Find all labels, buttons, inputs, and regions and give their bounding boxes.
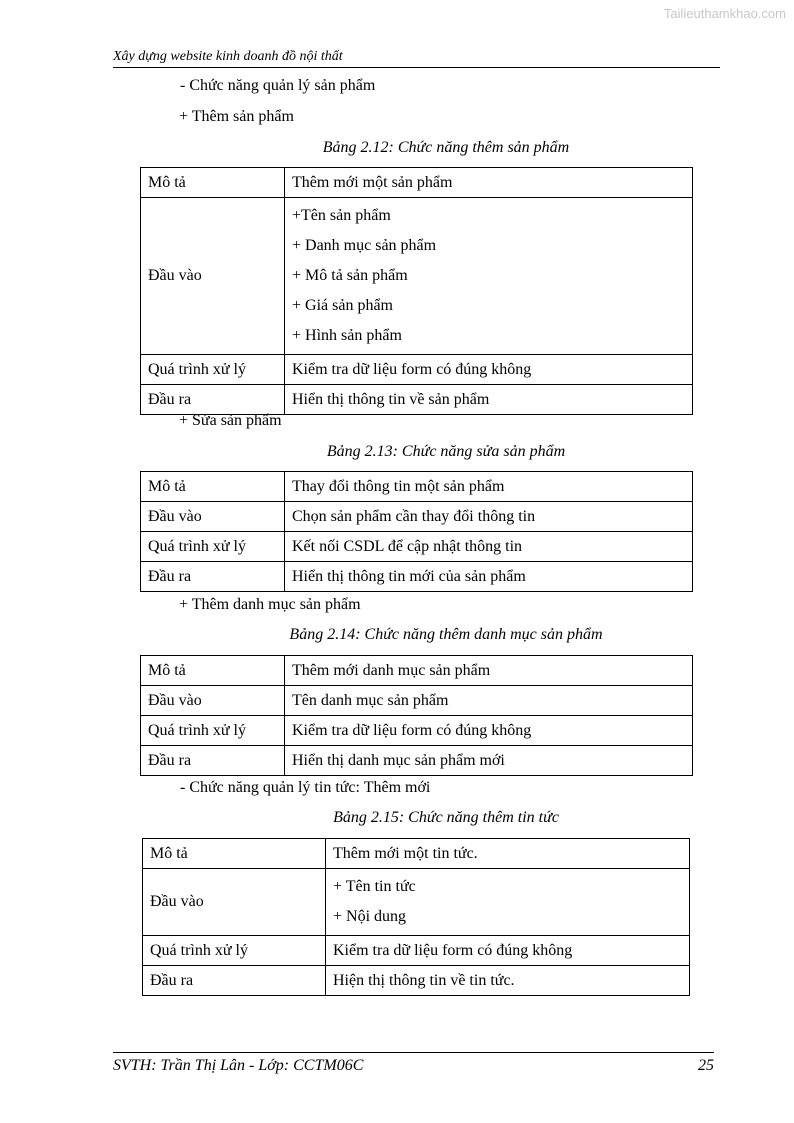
row-value: [285, 198, 693, 355]
table-row: [141, 355, 693, 385]
table-row: [141, 562, 693, 592]
row-value: Kiểm tra dữ liệu form có đúng không: [326, 936, 690, 966]
table-row: [143, 839, 690, 869]
input-item: + Nội dung: [333, 908, 407, 925]
input-item: + Danh mục sản phẩm: [292, 237, 437, 254]
row-label: Đầu ra: [141, 562, 285, 592]
input-item: + Hình sản phẩm: [292, 327, 402, 344]
row-value: Thêm mới một tin tức.: [326, 839, 690, 869]
table-row: [141, 716, 693, 746]
row-label: Đầu vào: [143, 869, 326, 936]
row-label: Mô tả: [141, 656, 285, 686]
input-item: + Giá sản phẩm: [292, 297, 393, 314]
input-item: + Mô tả sản phẩm: [292, 267, 408, 284]
page-header: Xây dựng website kinh doanh đồ nội thất: [113, 49, 720, 68]
section-product-management: - Chức năng quản lý sản phẩm: [180, 77, 376, 94]
row-value: Hiện thị thông tin về tin tức.: [326, 966, 690, 996]
table-caption: Bảng 2.15: Chức năng thêm tin tức: [333, 809, 559, 826]
table-add-product: [140, 167, 693, 415]
row-value: Kết nối CSDL để cập nhật thông tin: [285, 532, 693, 562]
table-row: [143, 936, 690, 966]
table-caption: Bảng 2.13: Chức năng sửa sản phẩm: [326, 443, 566, 460]
row-value: Thêm mới danh mục sản phẩm: [285, 656, 693, 686]
row-label: Mô tả: [141, 472, 285, 502]
row-label: Mô tả: [143, 839, 326, 869]
footer-author: SVTH: Trần Thị Lân - Lớp: CCTM06C: [113, 1057, 364, 1074]
table-row: [141, 656, 693, 686]
subsection-edit-product: + Sửa sản phẩm: [179, 412, 282, 429]
row-label: Đầu vào: [141, 502, 285, 532]
table-row: [141, 385, 693, 415]
row-label: Quá trình xử lý: [141, 355, 285, 385]
table-add-category: [140, 655, 693, 776]
table-caption: Bảng 2.14: Chức năng thêm danh mục sản phẩm: [289, 626, 603, 643]
page-footer: [113, 1052, 714, 1075]
table-caption: Bảng 2.12: Chức năng thêm sản phẩm: [322, 139, 570, 156]
table-row: [143, 966, 690, 996]
table-row: [141, 746, 693, 776]
table-row: [141, 502, 693, 532]
table-edit-product: [140, 471, 693, 592]
subsection-add-product: + Thêm sản phẩm: [179, 108, 294, 125]
row-value: Chọn sản phẩm cần thay đổi thông tin: [285, 502, 693, 532]
row-value: [326, 869, 690, 936]
table-row: [141, 472, 693, 502]
row-value: Thêm mới một sản phẩm: [285, 168, 693, 198]
row-value: Tên danh mục sản phẩm: [285, 686, 693, 716]
section-news-management: - Chức năng quản lý tin tức: Thêm mới: [180, 779, 431, 796]
row-label: Quá trình xử lý: [143, 936, 326, 966]
table-row: [141, 198, 693, 355]
row-value: Kiểm tra dữ liệu form có đúng không: [285, 716, 693, 746]
page-number: 25: [698, 1057, 714, 1074]
row-label: Đầu ra: [141, 385, 285, 415]
table-row: [141, 532, 693, 562]
row-label: Đầu ra: [141, 746, 285, 776]
row-label: Đầu vào: [141, 198, 285, 355]
row-label: Mô tả: [141, 168, 285, 198]
row-label: Quá trình xử lý: [141, 532, 285, 562]
subsection-add-category: + Thêm danh mục sản phẩm: [179, 596, 361, 613]
row-value: Thay đổi thông tin một sản phẩm: [285, 472, 693, 502]
input-item: + Tên tin tức: [333, 878, 416, 895]
row-value: Hiển thị danh mục sản phẩm mới: [285, 746, 693, 776]
table-row: [141, 168, 693, 198]
row-value: Hiển thị thông tin về sản phẩm: [285, 385, 693, 415]
row-label: Quá trình xử lý: [141, 716, 285, 746]
table-row: [141, 686, 693, 716]
watermark: Tailieuthamkhao.com: [663, 6, 786, 21]
row-label: Đầu vào: [141, 686, 285, 716]
table-row: [143, 869, 690, 936]
row-value: Hiển thị thông tin mới của sản phẩm: [285, 562, 693, 592]
row-value: Kiểm tra dữ liệu form có đúng không: [285, 355, 693, 385]
row-label: Đầu ra: [143, 966, 326, 996]
input-item: +Tên sản phẩm: [292, 207, 391, 224]
table-add-news: [142, 838, 690, 996]
